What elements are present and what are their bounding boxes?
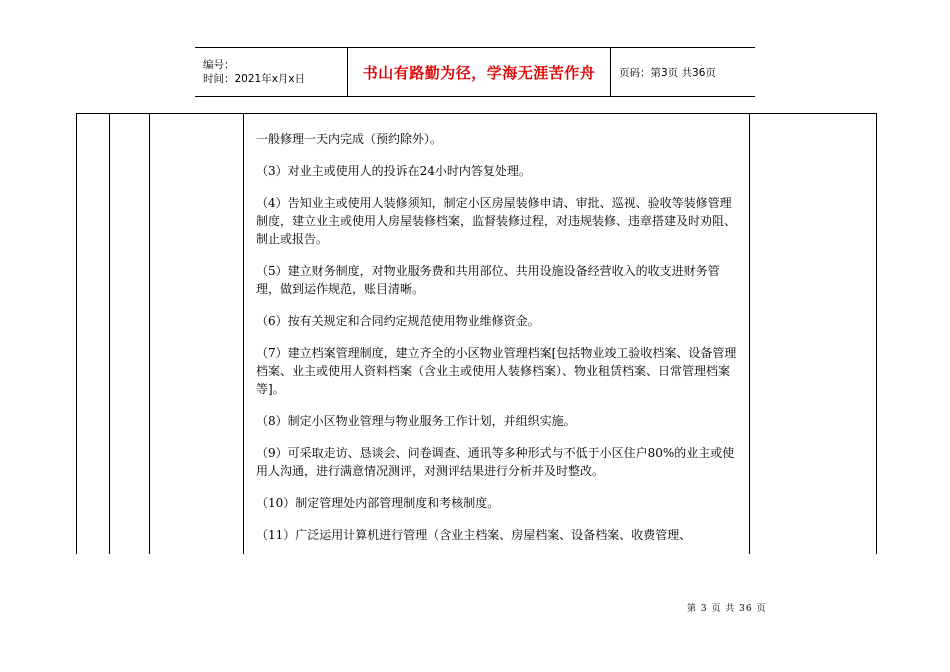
- paragraph: （5）建立财务制度，对物业服务费和共用部位、共用设施设备经营收入的收支进财务管理，做到运作规范，账目清晰。: [256, 264, 720, 296]
- paragraph: 一般修理一天内完成（预约除外）。: [256, 132, 443, 146]
- header-meta: [195, 48, 348, 97]
- paragraph: （6）按有关规定和合同约定规范使用物业维修资金。: [256, 314, 540, 328]
- paragraph: （4）告知业主或使用人装修须知，制定小区房屋装修申请、审批、巡视、验收等装修管理制度，建立业主或使用人房屋装修档案，监督装修过程，对违规装修、违章搭建及时劝阻、制止或报告。: [256, 196, 737, 246]
- content-table: [76, 113, 877, 554]
- time-label: 时间：2021年x月x日: [203, 73, 306, 85]
- page-footer: 第 3 页 共 36 页: [687, 604, 767, 614]
- column-divider: [749, 114, 750, 554]
- paragraph: （7）建立档案管理制度，建立齐全的小区物业管理档案[包括物业竣工验收档案、设备管理档案、业主或使用人资料档案（含业主或使用人装修档案）、物业租赁档案、日常管理档案等]。: [256, 346, 737, 396]
- header-motto: 书山有路勤为径，学海无涯苦作舟: [348, 48, 611, 97]
- column-divider: [243, 114, 244, 554]
- header-page-number: 页码：第3页 共36页: [611, 48, 756, 97]
- code-label: 编号：: [203, 59, 235, 71]
- column-divider: [109, 114, 110, 554]
- paragraph: （11）广泛运用计算机进行管理（含业主档案、房屋档案、设备档案、收费管理、: [256, 528, 692, 542]
- paragraph: （8）制定小区物业管理与物业服务工作计划，并组织实施。: [256, 414, 576, 428]
- paragraph: （10）制定管理处内部管理制度和考核制度。: [256, 496, 500, 510]
- page-header: [195, 47, 755, 97]
- content-cell: [256, 130, 743, 558]
- column-divider: [149, 114, 150, 554]
- paragraph: （9）可采取走访、恳谈会、问卷调查、通讯等多种形式与不低于小区住户80%的业主或使用人沟通，进行满意情况测评，对测评结果进行分析并及时整改。: [256, 446, 735, 478]
- paragraph: （3）对业主或使用人的投诉在24小时内答复处理。: [256, 164, 531, 178]
